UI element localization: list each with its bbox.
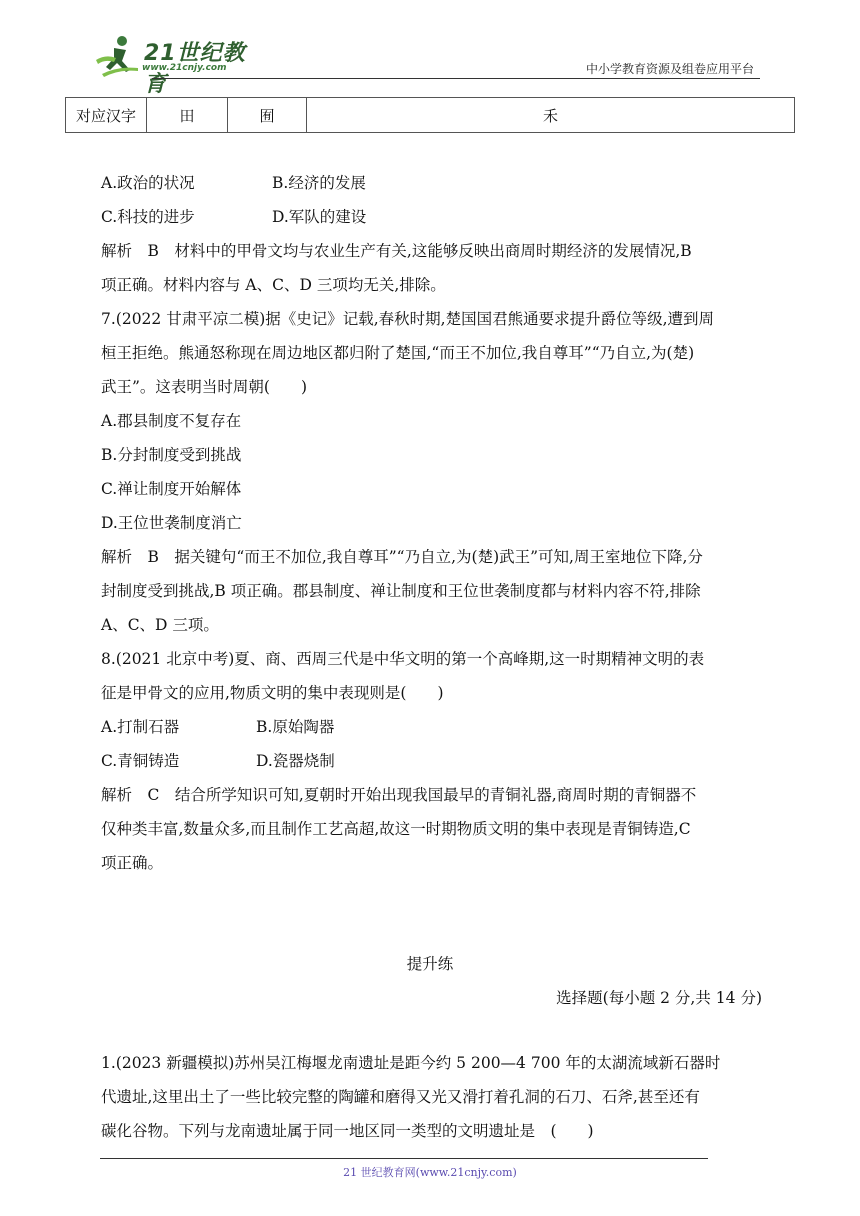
option-b[interactable]: B.经济的发展	[272, 174, 366, 192]
q6-analysis-line: 项正确。材料内容与 A、C、D 三项均无关,排除。	[101, 276, 446, 294]
q8-analysis-line: 项正确。	[101, 854, 164, 872]
logo-main-text: 21世纪教育	[144, 41, 246, 97]
option-d[interactable]: D.军队的建设	[272, 208, 367, 226]
q1-stem-line: 代遗址,这里出土了一些比较完整的陶罐和磨得又光又滑打着孔洞的石刀、石斧,甚至还有	[101, 1088, 700, 1106]
question-content	[101, 166, 765, 880]
q8-options-row	[101, 710, 765, 744]
option-b[interactable]: B.分封制度受到挑战	[101, 446, 242, 464]
q7-analysis-line: 解析 B 据关键句“而王不加位,我自尊耳”“乃自立,为(楚)武王”可知,周王室地位下降,分	[101, 548, 703, 566]
q8-stem-line: 8.(2021 北京中考)夏、商、西周三代是中华文明的第一个高峰期,这一时期精神文明的表	[101, 650, 705, 668]
option-c[interactable]: C.青铜铸造	[101, 752, 180, 770]
footer-divider	[100, 1158, 708, 1159]
footer-link[interactable]: 21 世纪教育网(www.21cnjy.com)	[343, 1166, 517, 1179]
option-a[interactable]: A.郡县制度不复存在	[101, 412, 242, 430]
table-cell: 囿	[228, 98, 307, 133]
table-cell-label: 对应汉字	[66, 98, 147, 133]
header-platform-text: 中小学教育资源及组卷应用平台	[585, 62, 754, 76]
runner-logo-icon	[92, 34, 142, 78]
q8-options-row	[101, 744, 765, 778]
logo-url-text: www.21cnjy.com	[142, 63, 227, 73]
q6-analysis-line: 解析 B 材料中的甲骨文均与农业生产有关,这能够反映出商周时期经济的发展情况,B	[101, 242, 692, 260]
page-header	[92, 34, 760, 97]
table-cell: 田	[147, 98, 228, 133]
table-row	[66, 98, 795, 133]
section-title: 提升练	[406, 955, 454, 973]
option-c[interactable]: C.科技的进步	[101, 208, 195, 226]
header-divider	[152, 78, 760, 79]
q6-options-row	[101, 200, 765, 234]
option-d[interactable]: D.瓷器烧制	[256, 752, 335, 770]
q7-stem-line: 桓王拒绝。熊通怒称现在周边地区都归附了楚国,“而王不加位,我自尊耳”“乃自立,为(楚)	[101, 344, 695, 362]
q1-stem-line: 1.(2023 新疆模拟)苏州吴江梅堰龙南遗址是距今约 5 200—4 700 年的太湖流域新石器时	[101, 1054, 721, 1072]
section-subtitle: 选择题(每小题 2 分,共 14 分)	[556, 989, 762, 1007]
q7-analysis-line: A、C、D 三项。	[101, 616, 219, 634]
q8-stem-line: 征是甲骨文的应用,物质文明的集中表现则是( )	[101, 684, 444, 702]
q1-stem-line: 碳化谷物。下列与龙南遗址属于同一地区同一类型的文明遗址是 ( )	[101, 1122, 594, 1140]
q8-analysis-line: 解析 C 结合所学知识可知,夏朝时开始出现我国最早的青铜礼器,商周时期的青铜器不	[101, 786, 697, 804]
q7-stem-line: 武王”。这表明当时周朝( )	[101, 378, 308, 396]
hanzi-table	[65, 97, 795, 133]
option-b[interactable]: B.原始陶器	[256, 718, 335, 736]
option-a[interactable]: A.打制石器	[101, 718, 180, 736]
table-cell: 禾	[307, 98, 795, 133]
q8-analysis-line: 仅种类丰富,数量众多,而且制作工艺高超,故这一时期物质文明的集中表现是青铜铸造,C	[101, 820, 691, 838]
q6-options-row	[101, 166, 765, 200]
site-logo[interactable]	[92, 34, 262, 97]
option-d[interactable]: D.王位世袭制度消亡	[101, 514, 242, 532]
q7-analysis-line: 封制度受到挑战,B 项正确。郡县制度、禅让制度和王位世袭制度都与材料内容不符,排除	[101, 582, 701, 600]
option-a[interactable]: A.政治的状况	[101, 174, 195, 192]
q7-stem-line: 7.(2022 甘肃平凉二模)据《史记》记载,春秋时期,楚国国君熊通要求提升爵位等级,遭到周	[101, 310, 715, 328]
option-c[interactable]: C.禅让制度开始解体	[101, 480, 242, 498]
q1-block	[101, 1046, 765, 1148]
